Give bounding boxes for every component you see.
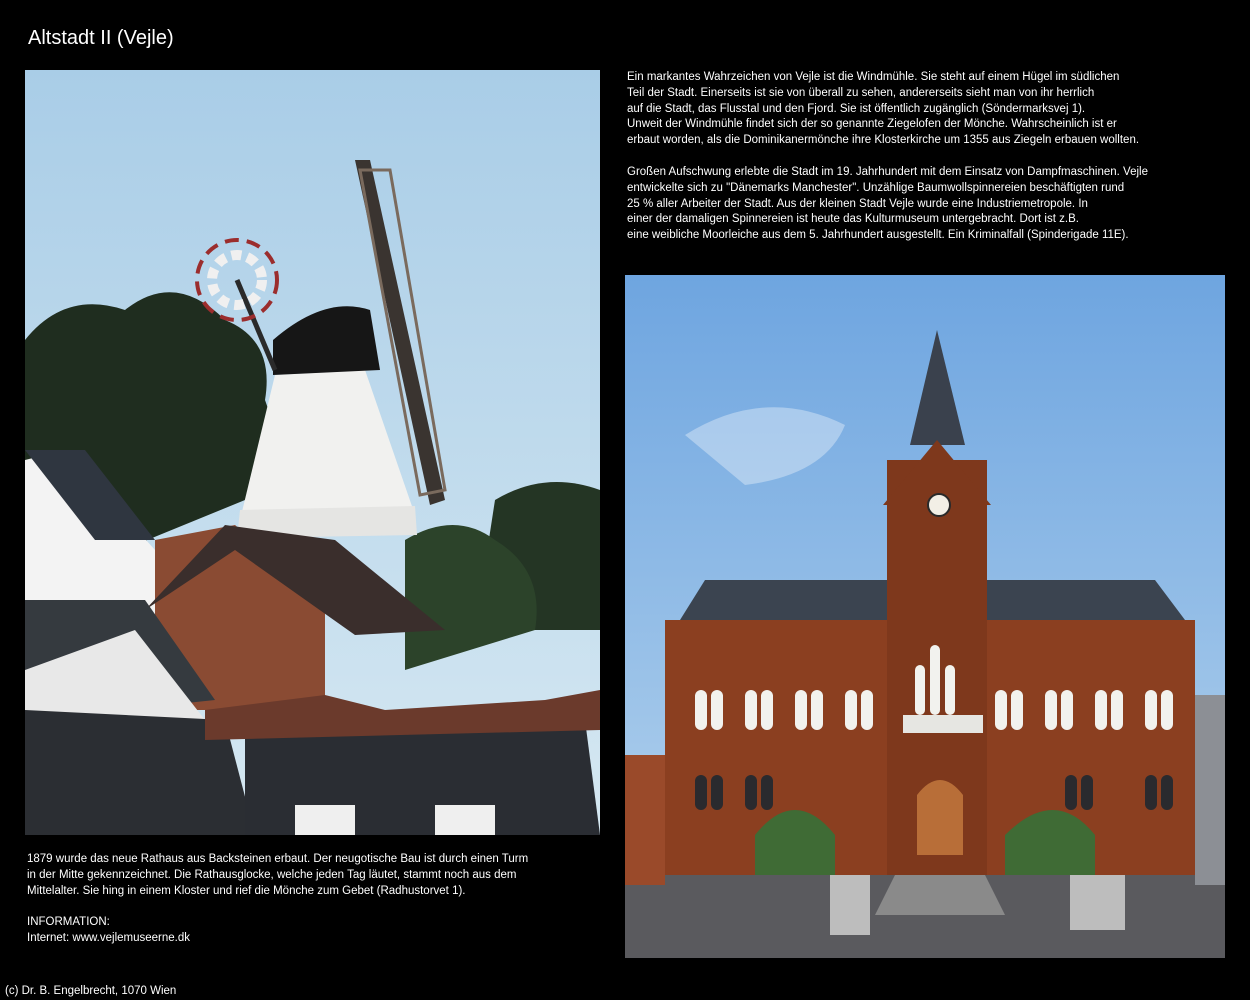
townhall-photo [625, 275, 1225, 958]
internet-link[interactable]: Internet: www.vejlemuseerne.dk [27, 932, 190, 944]
townhall-illustration [625, 275, 1225, 958]
industry-description: Großen Aufschwung erlebte die Stadt im 19. Jahrhundert mit dem Einsatz von Dampfmaschinen. Vejle entwickelte sich zu "Dänemarks Manchester". Unzählige Baumwollspinnereien beschäftigten rund 25 % aller Arbeiter der Stadt. Aus der kleinen Stadt Vejle wurde eine Industriemetropole. In einer der damaligen Spinnereien ist heute das Kulturmuseum untergebracht. Dort ist z.B. eine weibliche Moorleiche aus dem 5. Jahrhundert ausgestellt. Ein Kriminalfall (Spinderigade 11E). [627, 166, 1148, 242]
windmill-description: Ein markantes Wahrzeichen von Vejle ist die Windmühle. Sie steht auf einem Hügel im südlichen Teil der Stadt. Einerseits ist sie von überall zu sehen, andererseits sieht man von ihr herrlich auf die Stadt, das Flusstal und den Fjord. Sie ist öffentlich zugänglich (Söndermarksvej 1). Unweit der Windmühle findet sich der so genannte Ziegelofen der Mönche. Wahrscheinlich ist er erbaut worden, als die Dominikanermönche ihre Klosterkirche um 1355 aus Ziegeln erbauen wollten. [627, 71, 1140, 147]
windmill-illustration [25, 70, 600, 835]
townhall-description: 1879 wurde das neue Rathaus aus Backsteinen erbaut. Der neugotische Bau ist durch einen Turm in der Mitte gekennzeichnet. Die Rathausglocke, welche jeden Tag läutet, stammt noch aus dem Mittelalter. Sie hing in einem Kloster und rief die Mönche zum Gebet (Radhustorvet 1). [27, 853, 529, 897]
page-title: Altstadt II (Vejle) [28, 27, 174, 49]
windmill-photo [25, 70, 600, 835]
copyright-notice: (c) Dr. B. Engelbrecht, 1070 Wien [5, 985, 177, 997]
information-label: INFORMATION: [27, 916, 110, 928]
